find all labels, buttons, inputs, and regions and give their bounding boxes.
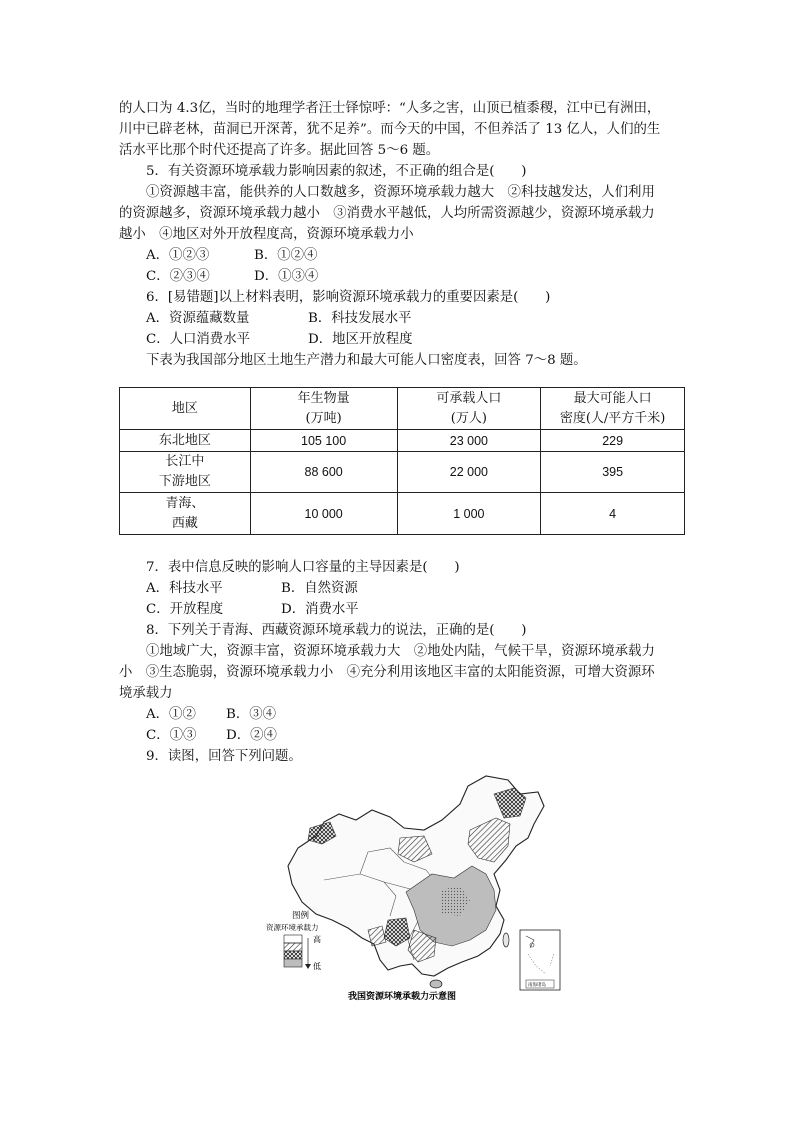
cell-density: 4 [541, 493, 685, 535]
q7-option-b: B．自然资源 [281, 581, 358, 596]
q5-option-b: B．①②④ [254, 248, 318, 263]
header-region: 地区 [120, 388, 251, 430]
legend-subtitle: 资源环境承载力 [266, 923, 319, 932]
q8-stem: 8．下列关于青海、西藏资源环境承载力的说法，正确的是( ) [146, 623, 527, 638]
table-header-row [120, 388, 685, 430]
q8-option-a: A．①② [146, 707, 196, 722]
cell-region: 东北地区 [120, 430, 251, 452]
china-carrying-capacity-map [264, 770, 564, 1005]
legend-low-label: 低 [313, 962, 321, 971]
table-row [120, 452, 685, 493]
data-table [119, 387, 685, 535]
legend-high-label: 高 [313, 935, 321, 944]
q6-stem: 6．[易错题]以上材料表明，影响资源环境承载力的重要因素是( ) [146, 290, 551, 305]
table-row [120, 430, 685, 452]
intro-line-3: 活水平比那个时代还提高了许多。据此回答 5～6 题。 [119, 143, 440, 158]
q7-stem: 7．表中信息反映的影响人口容量的主导因素是( ) [146, 560, 460, 575]
south-china-sea-inset [520, 930, 560, 990]
q8-option-d: D．②④ [226, 728, 277, 743]
q5-stem: 5．有关资源环境承载力影响因素的叙述，不正确的组合是( ) [146, 164, 527, 179]
q5-option-c: C．②③④ [146, 269, 210, 284]
cell-density: 229 [541, 430, 685, 452]
intro-line-1: 的人口为 4.3亿，当时的地理学者汪士铎惊呼：“人多之害，山顶已植黍稷，江中已有洲田， [119, 101, 661, 116]
map-caption: 我国资源环境承载力示意图 [348, 992, 457, 1002]
q6-option-c: C．人口消费水平 [146, 332, 250, 347]
q5-option-d: D．①③④ [254, 269, 319, 284]
q5-text-line-1: ①资源越丰富，能供养的人口数越多，资源环境承载力越大 ②科技越发达，人们利用 [146, 185, 655, 200]
q5-option-a: A．①②③ [146, 248, 210, 263]
q6-option-a: A．资源蕴藏数量 [146, 311, 250, 326]
inset-label: 南海诸岛 [528, 983, 546, 988]
q7-option-c: C．开放程度 [146, 602, 224, 617]
cell-population: 23 000 [397, 430, 541, 452]
q7-option-d: D．消费水平 [281, 602, 359, 617]
cell-region: 长江中 下游地区 [120, 452, 251, 493]
q7-option-a: A．科技水平 [146, 581, 223, 596]
header-population: 可承载人口 (万人) [397, 388, 541, 430]
q8-text-line-3: 境承载力 [119, 686, 173, 701]
table-intro: 下表为我国部分地区土地生产潜力和最大可能人口密度表，回答 7～8 题。 [146, 353, 587, 368]
q5-text-line-2: 的资源越多，资源环境承载力越小 ③消费水平越低，人均所需资源越少，资源环境承载力 [119, 206, 655, 221]
cell-region: 青海、 西藏 [120, 493, 251, 535]
legend-swatches [284, 935, 311, 969]
q6-option-d: D．地区开放程度 [308, 332, 413, 347]
header-biomass: 年生物量 (万吨) [250, 388, 397, 430]
cell-population: 1 000 [397, 493, 541, 535]
cell-biomass: 105 100 [250, 430, 397, 452]
legend-title: 图例 [292, 911, 310, 921]
header-density: 最大可能人口 密度(人/平方千米) [541, 388, 685, 430]
cell-biomass: 88 600 [250, 452, 397, 493]
q9-stem: 9．读图，回答下列问题。 [146, 749, 302, 764]
q8-text-line-2: 小 ③生态脆弱，资源环境承载力小 ④充分利用该地区丰富的太阳能资源，可增大资源环 [119, 665, 655, 680]
cell-density: 395 [541, 452, 685, 493]
q6-option-b: B．科技发展水平 [308, 311, 412, 326]
q8-option-b: B．③④ [226, 707, 277, 722]
q8-text-line-1: ①地域广大，资源丰富，资源环境承载力大 ②地处内陆，气候干旱，资源环境承载力 [146, 644, 655, 659]
table-row [120, 493, 685, 535]
q8-option-c: C．①③ [146, 728, 197, 743]
cell-biomass: 10 000 [250, 493, 397, 535]
cell-population: 22 000 [397, 452, 541, 493]
intro-line-2: 川中已辟老林，苗洞已开深菁，犹不足养”。而今天的中国，不但养活了 13 亿人，人们的生 [119, 122, 661, 137]
q5-text-line-3: 越小 ④地区对外开放程度高，资源环境承载力小 [119, 227, 414, 242]
